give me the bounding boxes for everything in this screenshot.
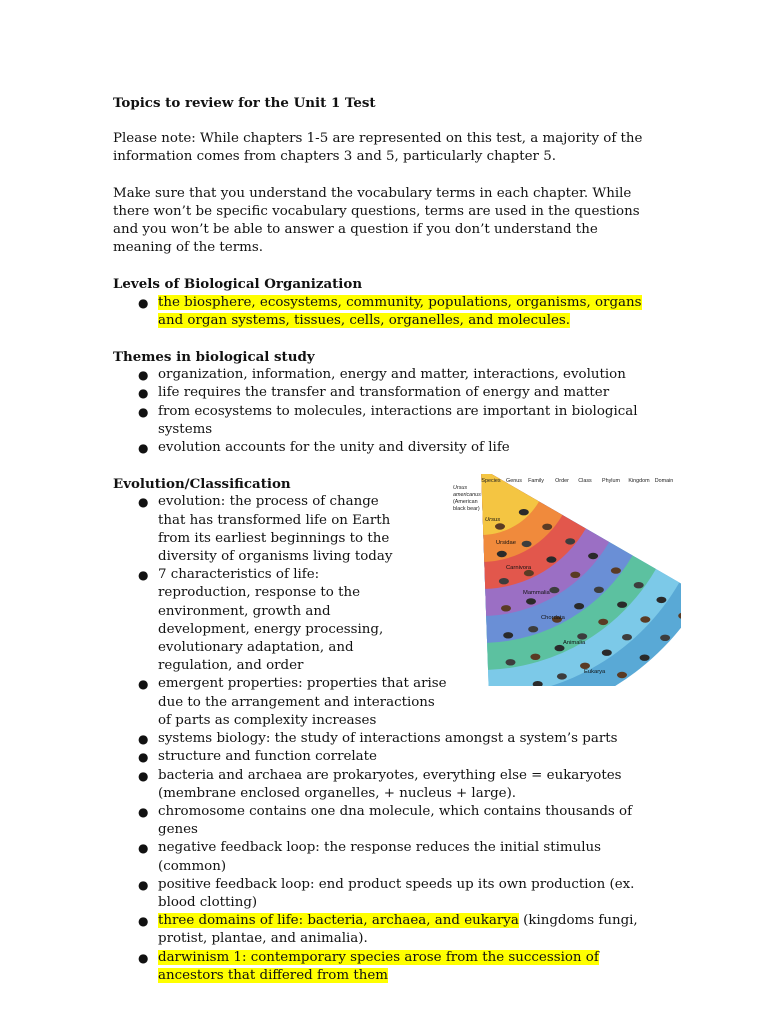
bullet-icon: ● bbox=[138, 804, 149, 819]
species-label: americanus bbox=[453, 492, 481, 498]
animal-icon bbox=[598, 619, 608, 625]
rank-label: Ursidae bbox=[496, 540, 516, 546]
levels-heading: Levels of Biological Organization bbox=[113, 276, 363, 293]
rank-label: Carnivora bbox=[506, 565, 532, 571]
animal-icon bbox=[565, 538, 575, 544]
figure-header-label: Class bbox=[578, 478, 592, 484]
list-item: ● organization, information, energy and matter, interactions, evolution bbox=[113, 366, 658, 384]
bullet-icon: ● bbox=[138, 841, 149, 856]
species-label: black bear) bbox=[453, 506, 480, 512]
bullet-icon: ● bbox=[138, 950, 149, 965]
figure-header-label: Domain bbox=[654, 478, 674, 484]
animal-icon bbox=[634, 582, 644, 588]
figure-header-label: Phylum bbox=[602, 478, 620, 484]
bullet-icon: ● bbox=[138, 295, 149, 310]
list-item: ● negative feedback loop: the response reduces the initial stimulus (common) bbox=[138, 840, 602, 874]
animal-icon bbox=[499, 578, 509, 584]
animal-icon bbox=[660, 635, 670, 641]
animal-icon bbox=[528, 626, 538, 632]
animal-icon bbox=[526, 598, 536, 604]
animal-icon bbox=[574, 603, 584, 609]
animal-icon bbox=[506, 659, 516, 665]
note-paragraph: Please note: While chapters 1-5 are represented on this test, a majority of the information comes from chapters 3 and 5, particularly chapter 5. bbox=[113, 131, 643, 165]
evolution-heading: Evolution/Classification bbox=[113, 476, 291, 493]
rank-label: Ursus bbox=[485, 517, 501, 523]
figure-header-label: Order bbox=[555, 478, 569, 484]
animal-icon bbox=[640, 655, 650, 661]
animal-icon bbox=[617, 602, 627, 608]
species-label: Ursus bbox=[453, 485, 468, 491]
animal-icon bbox=[530, 654, 540, 660]
species-label: (American bbox=[453, 499, 478, 505]
list-item: ● life requires the transfer and transformation of energy and matter bbox=[113, 384, 658, 402]
animal-icon bbox=[640, 616, 650, 622]
classification-figure bbox=[451, 474, 681, 686]
animal-icon bbox=[497, 551, 507, 557]
rank-label: Mammalia bbox=[523, 590, 550, 596]
list-item: ● evolution: the process of change that has transformed life on Earth from its earliest beginnings to the diversity of organisms living today bbox=[138, 494, 393, 565]
figure-header-label: Family bbox=[528, 478, 544, 484]
bullet-icon: ● bbox=[138, 441, 149, 456]
list-item: ● three domains of life: bacteria, archaea, and eukarya (kingdoms fungi, protist, plantae, and animalia). bbox=[138, 913, 638, 947]
animal-icon bbox=[519, 509, 529, 515]
bullet-icon: ● bbox=[138, 768, 149, 783]
rank-label: Animalia bbox=[563, 640, 586, 646]
vocab-paragraph: Make sure that you understand the vocabulary terms in each chapter. While there won’t be specific vocabulary questions, terms are used in the questions and you won’t be able to answer a question if you don’t understand the meaning of the terms. bbox=[113, 185, 640, 256]
rank-label: Eukarya bbox=[584, 669, 606, 675]
animal-icon bbox=[656, 597, 666, 603]
list-item: ● 7 characteristics of life: reproduction, response to the environment, growth and development, energy processing, evolutionary adaptation, and regulation, and order bbox=[138, 567, 384, 674]
animal-icon bbox=[542, 524, 552, 530]
rank-label: Chordata bbox=[541, 615, 565, 621]
bullet-icon: ● bbox=[138, 386, 149, 401]
list-item: ● bacteria and archaea are prokaryotes, everything else = eukaryotes (membrane enclosed organelles, + nucleus + large). bbox=[138, 767, 622, 801]
list-item: ● from ecosystems to molecules, interactions are important in biological systems bbox=[138, 403, 638, 437]
bullet-icon: ● bbox=[138, 495, 149, 510]
bullet-icon: ● bbox=[138, 732, 149, 747]
animal-icon bbox=[522, 541, 532, 547]
bullet-icon: ● bbox=[138, 404, 149, 419]
animal-icon bbox=[570, 572, 580, 578]
list-item: ● the biosphere, ecosystems, community, populations, organisms, organs and organ systems, tissues, cells, organelles, and molecules. bbox=[138, 294, 642, 328]
list-item: ● evolution accounts for the unity and diversity of life bbox=[113, 439, 658, 457]
document-title: Topics to review for the Unit 1 Test bbox=[113, 95, 376, 111]
animal-icon bbox=[602, 650, 612, 656]
list-item: ● structure and function correlate bbox=[113, 748, 658, 766]
classification-fan-diagram bbox=[451, 474, 681, 686]
animal-icon bbox=[594, 587, 604, 593]
animal-icon bbox=[503, 632, 513, 638]
animal-icon bbox=[622, 634, 632, 640]
animal-icon bbox=[577, 633, 587, 639]
animal-icon bbox=[611, 567, 621, 573]
animal-icon bbox=[549, 587, 559, 593]
bullet-icon: ● bbox=[138, 877, 149, 892]
animal-icon bbox=[588, 553, 598, 559]
themes-heading: Themes in biological study bbox=[113, 349, 315, 366]
bullet-icon: ● bbox=[138, 914, 149, 929]
animal-icon bbox=[495, 523, 505, 529]
figure-header-label: Kingdom bbox=[628, 478, 650, 484]
levels-list bbox=[113, 294, 658, 330]
animal-icon bbox=[546, 556, 556, 562]
bullet-icon: ● bbox=[138, 750, 149, 765]
bullet-icon: ● bbox=[138, 368, 149, 383]
list-item: ● systems biology: the study of interactions amongst a system’s parts bbox=[113, 730, 658, 748]
animal-icon bbox=[617, 672, 627, 678]
themes-list bbox=[113, 366, 658, 457]
list-item: ● emergent properties: properties that arise due to the arrangement and interactions of parts as complexity increases bbox=[138, 676, 447, 728]
list-item: ● darwinism 1: contemporary species arose from the succession of ancestors that differed from them bbox=[138, 949, 599, 983]
bullet-icon: ● bbox=[138, 568, 149, 583]
list-item: ● chromosome contains one dna molecule, which contains thousands of genes bbox=[138, 803, 633, 838]
bullet-icon: ● bbox=[138, 677, 149, 692]
animal-icon bbox=[501, 605, 511, 611]
figure-header-label: Genus bbox=[506, 478, 522, 484]
list-item: ● positive feedback loop: end product speeds up its own production (ex. blood clotting) bbox=[138, 876, 635, 910]
figure-header-label: Species bbox=[481, 478, 501, 484]
animal-icon bbox=[557, 673, 567, 679]
